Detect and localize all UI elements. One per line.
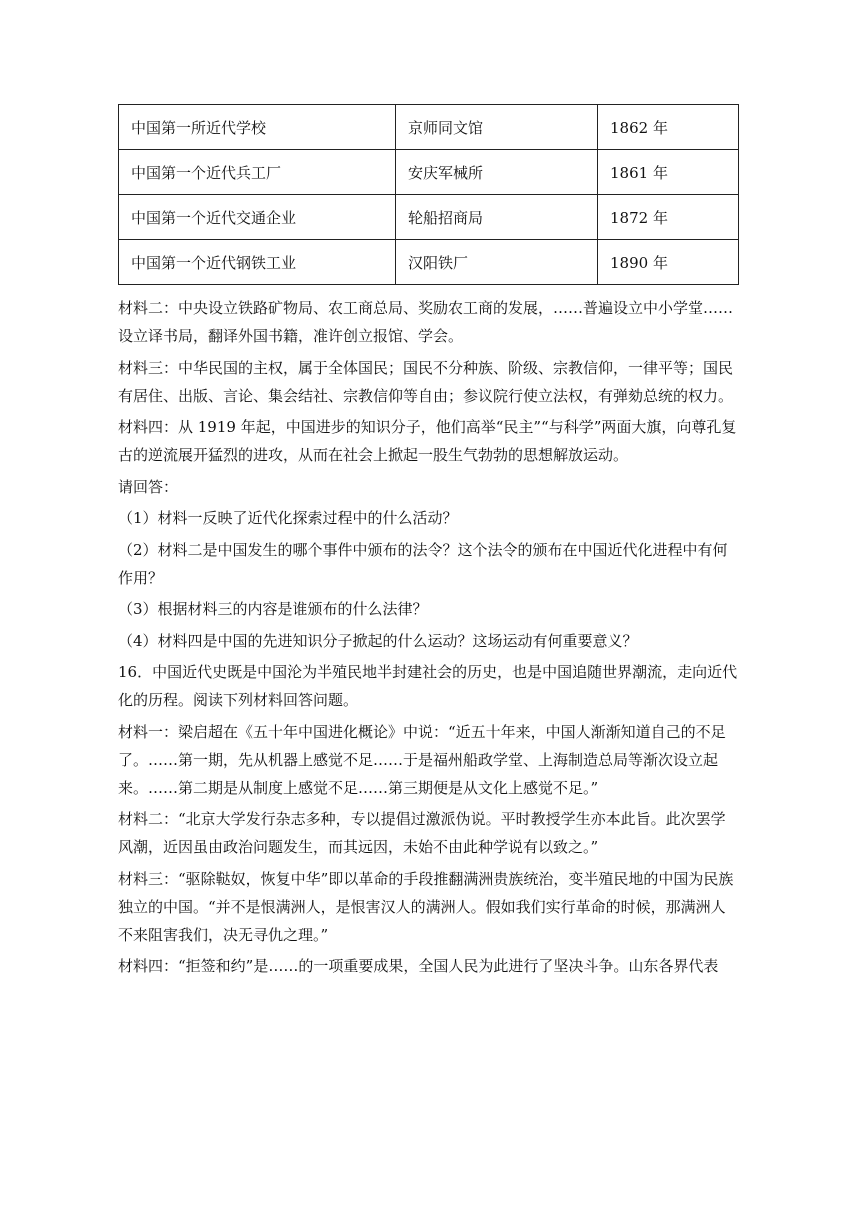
table-row xyxy=(119,105,739,150)
table-cell: 1872 年 xyxy=(598,195,739,240)
question-16-intro: 16．中国近代史既是中国沦为半殖民地半封建社会的历史，也是中国追随世界潮流，走向近代化的历程。阅读下列材料回答问题。 xyxy=(118,663,738,709)
table-cell: 轮船招商局 xyxy=(396,195,598,240)
table-cell: 汉阳铁厂 xyxy=(396,240,598,285)
facts-table xyxy=(118,104,739,285)
material-4: 材料四：从 1919 年起，中国进步的知识分子，他们高举“民主”“与科学”两面大旗，向尊孔复古的逆流展开猛烈的进攻，从而在社会上掀起一股生气勃勃的思想解放运动。 xyxy=(118,418,737,464)
table-cell: 1861 年 xyxy=(598,150,739,195)
question-3: （3）根据材料三的内容是谁颁布的什么法律？ xyxy=(118,600,428,618)
table-cell: 中国第一个近代兵工厂 xyxy=(119,150,396,195)
table-row xyxy=(119,240,739,285)
table-cell: 中国第一所近代学校 xyxy=(119,105,396,150)
q16-material-4: 材料四：“拒签和约”是……的一项重要成果，全国人民为此进行了坚决斗争。山东各界代表 xyxy=(118,957,719,975)
table-row xyxy=(119,195,739,240)
material-2: 材料二：中央设立铁路矿物局、农工商总局、奖励农工商的发展，……普遍设立中小学堂……设立译书局，翻译外国书籍，准许创立报馆、学会。 xyxy=(118,299,734,345)
table-row xyxy=(119,150,739,195)
q16-material-1: 材料一：梁启超在《五十年中国进化概论》中说：“近五十年来，中国人渐渐知道自己的不足了。……第一期，先从机器上感觉不足……于是福州船政学堂、上海制造总局等渐次设立起来。……第二期是从制度上感觉不足……第三期便是从文化上感觉不足。” xyxy=(118,722,726,797)
material-3: 材料三：中华民国的主权，属于全体国民；国民不分种族、阶级、宗教信仰，一律平等；国民有居住、出版、言论、集会结社、宗教信仰等自由；参议院行使立法权，有弹劾总统的权力。 xyxy=(118,358,734,405)
q16-material-3: 材料三：“驱除鞑奴，恢复中华”即以革命的手段推翻满洲贵族统治，变半殖民地的中国为民族独立的中国。“并不是恨满洲人，是恨害汉人的满洲人。假如我们实行革命的时候，那满洲人不来阻害我们，决无寻仇之理。” xyxy=(118,869,734,944)
table-cell: 京师同文馆 xyxy=(396,105,598,150)
table-cell: 中国第一个近代钢铁工业 xyxy=(119,240,396,285)
question-1: （1）材料一反映了近代化探索过程中的什么活动？ xyxy=(118,509,458,527)
table-cell: 1862 年 xyxy=(598,105,739,150)
table-cell: 中国第一个近代交通企业 xyxy=(119,195,396,240)
question-2: （2）材料二是中国发生的哪个事件中颁布的法令？这个法令的颁布在中国近代化进程中有何作用？ xyxy=(118,540,728,587)
document-body xyxy=(118,294,740,984)
prompt-answer: 请回答： xyxy=(118,477,179,496)
table-cell: 安庆军械所 xyxy=(396,150,598,195)
q16-material-2: 材料二：“北京大学发行杂志多种，专以提倡过激派伪说。平时教授学生亦本此旨。此次罢学风潮，近因虽由政治问题发生，而其远因，未始不由此种学说有以致之。” xyxy=(118,810,726,856)
table-cell: 1890 年 xyxy=(598,240,739,285)
question-4: （4）材料四是中国的先进知识分子掀起的什么运动？这场运动有何重要意义？ xyxy=(118,631,638,650)
